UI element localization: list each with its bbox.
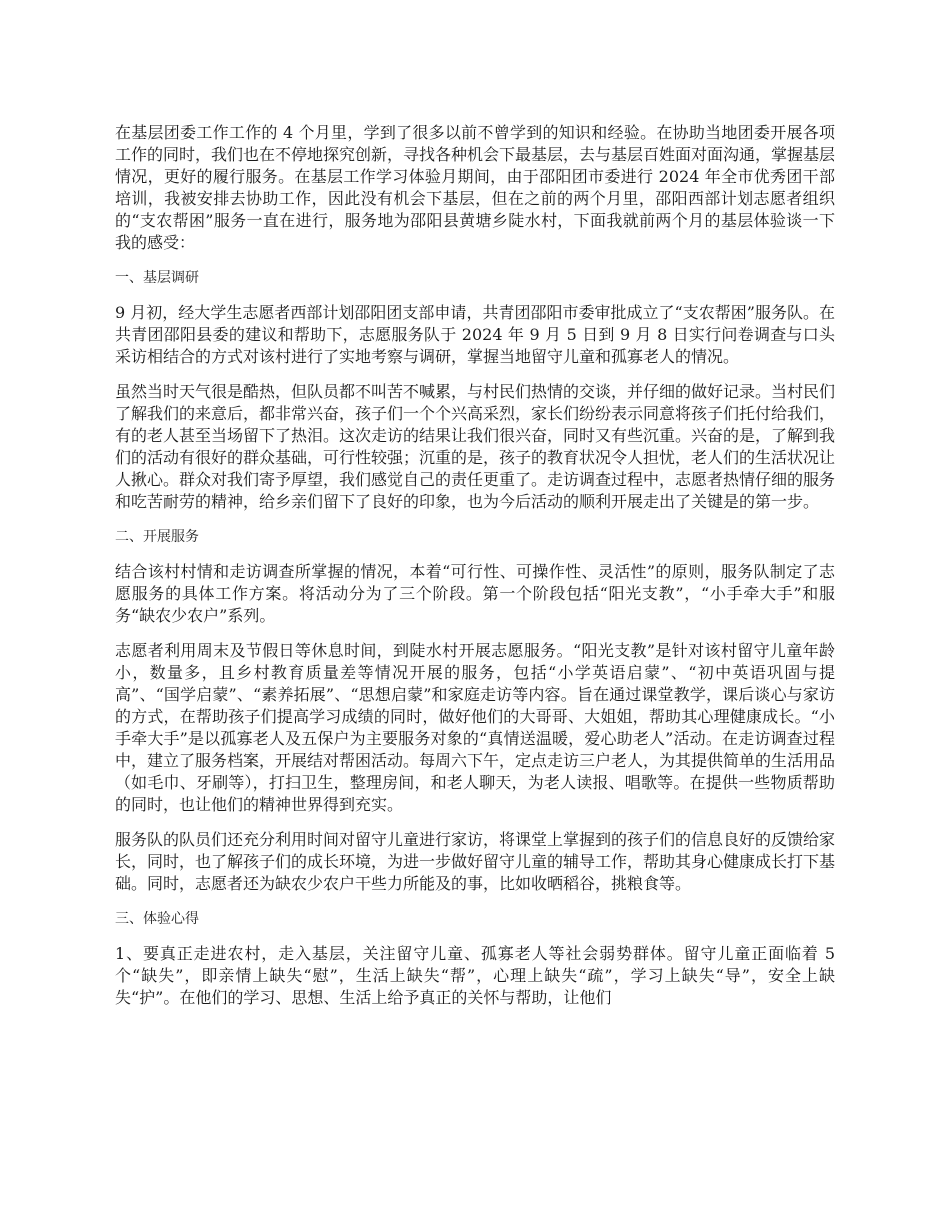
research-paragraph-1: 9 月初，经大学生志愿者西部计划邵阳团支部申请，共青团邵阳市委审批成立了“支农帮困”服务队。在共青团邵阳县委的建议和帮助下，志愿服务队于 2024 年 9 月 5 日到 9 月 8 日实行问卷调查与口头采访相结合的方式对该村进行了实地考察与调研，掌握当地留守儿童和孤寡老人的情况。: [115, 303, 835, 366]
section-heading-research: 一、基层调研: [115, 270, 199, 286]
service-paragraph-2: 志愿者利用周末及节假日等休息时间，到陡水村开展志愿服务。“阳光支教”是针对该村留守儿童年龄小，数量多，且乡村教育质量差等情况开展的服务，包括“小学英语启蒙”、“初中英语巩固与提高”、“国学启蒙”、“素养拓展”、“思想启蒙”和家庭走访等内容。旨在通过课堂教学，课后谈心与家访的方式，在帮助孩子们提高学习成绩的同时，做好他们的大哥哥、大姐姐，帮助其心理健康成长。“小手牵大手”是以孤寡老人及五保户为主要服务对象的“真情送温暖，爱心助老人”活动。在走访调查过程中，建立了服务档案，开展结对帮困活动。每周六下午，定点走访三户老人，为其提供简单的生活用品（如毛巾、牙刷等），打扫卫生，整理房间，和老人聊天，为老人读报、唱歌等。在提供一些物质帮助的同时，也让他们的精神世界得到充实。: [115, 641, 836, 814]
service-paragraph-3: 服务队的队员们还充分利用时间对留守儿童进行家访，将课堂上掌握到的孩子们的信息良好的反馈给家长，同时，也了解孩子们的成长环境，为进一步做好留守儿童的辅导工作，帮助其身心健康成长打下基础。同时，志愿者还为缺农少农户干些力所能及的事，比如收晒稻谷，挑粮食等。: [115, 830, 836, 893]
service-paragraph-1: 结合该村村情和走访调查所掌握的情况，本着“可行性、可操作性、灵活性”的原则，服务队制定了志愿服务的具体工作方案。将活动分为了三个阶段。第一个阶段包括“阳光支教”，“小手牵大手”和服务“缺农少农户”系列。: [115, 562, 835, 625]
experience-paragraph-1: 1、要真正走进农村，走入基层，关注留守儿童、孤寡老人等社会弱势群体。留守儿童正面临着 5 个“缺失”，即亲情上缺失“慰”，生活上缺失“帮”，心理上缺失“疏”，学习上缺失“导”，安全上缺失“护”。在他们的学习、思想、生活上给予真正的关怀与帮助，让他们: [115, 944, 835, 1007]
document-body: [115, 122, 835, 1022]
intro-paragraph: 在基层团委工作工作的 4 个月里，学到了很多以前不曾学到的知识和经验。在协助当地团委开展各项工作的同时，我们也在不停地探究创新，寻找各种机会下最基层，去与基层百姓面对面沟通，掌握基层情况，更好的履行服务。在基层工作学习体验月期间，由于邵阳团市委进行 2024 年全市优秀团干部培训，我被安排去协助工作，因此没有机会下基层，但在之前的两个月里，邵阳西部计划志愿者组织的“支农帮困”服务一直在进行，服务地为邵阳县黄塘乡陡水村，下面我就前两个月的基层体验谈一下我的感受：: [115, 123, 836, 252]
section-heading-service: 二、开展服务: [115, 529, 199, 545]
section-heading-experience: 三、体验心得: [115, 911, 199, 927]
research-paragraph-2: 虽然当时天气很是酷热，但队员都不叫苦不喊累，与村民们热情的交谈，并仔细的做好记录。当村民们了解我们的来意后，都非常兴奋，孩子们一个个兴高采烈，家长们纷纷表示同意将孩子们托付给我们，有的老人甚至当场留下了热泪。这次走访的结果让我们很兴奋，同时又有些沉重。兴奋的是，了解到我们的活动有很好的群众基础，可行性较强；沉重的是，孩子的教育状况令人担忧，老人们的生活状况让人揪心。群众对我们寄予厚望，我们感觉自己的责任更重了。走访调查过程中，志愿者热情仔细的服务和吃苦耐劳的精神，给乡亲们留下了良好的印象，也为今后活动的顺利开展走出了关键是的第一步。: [115, 382, 836, 511]
